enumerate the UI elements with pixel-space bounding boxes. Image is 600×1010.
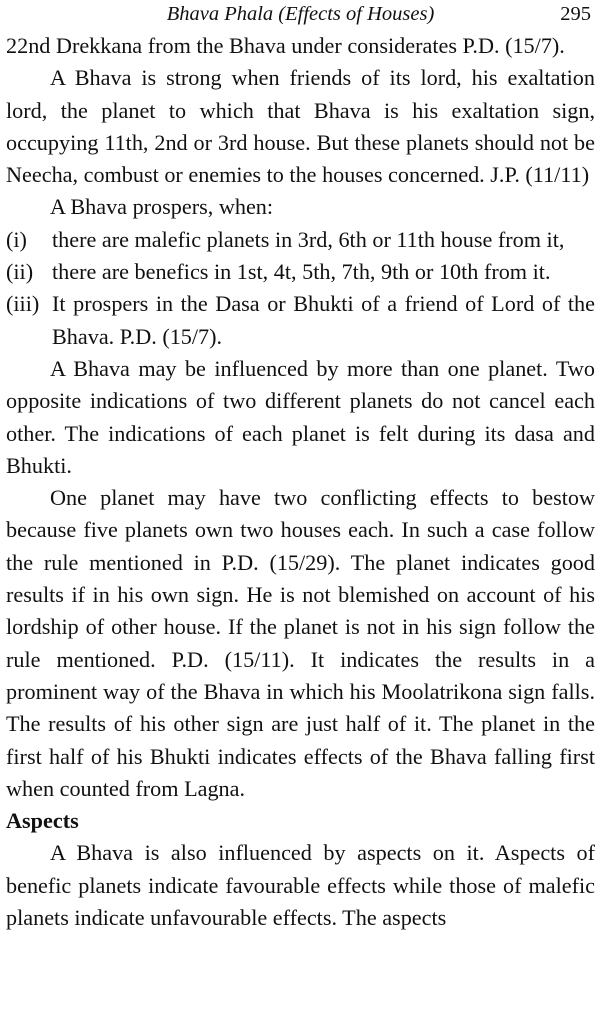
list-item-text: there are malefic planets in 3rd, 6th or 11th house from it, bbox=[52, 226, 565, 252]
section-heading-aspects: Aspects bbox=[6, 808, 79, 834]
list-marker: (i) bbox=[6, 226, 27, 252]
list-marker: (iii) bbox=[6, 291, 40, 317]
page-header bbox=[6, 0, 595, 30]
list-item-ii bbox=[6, 256, 595, 288]
list-marker: (ii) bbox=[6, 259, 34, 285]
paragraph-drekkana: 22nd Drekkana from the Bhava under considerates P.D. (15/7). bbox=[6, 33, 565, 58]
list-item-text: It prospers in the Dasa or Bhukti of a friend of Lord of the Bhava. P.D. (15/7). bbox=[52, 291, 595, 349]
paragraph-bhava-strong: A Bhava is strong when friends of its lord, his exaltation lord, the planet to which that Bhava is his exaltation sign, occupying 11th, 2nd or 3rd house. But these planets should not be Neecha, combust or enemies to the houses concerned. J.P. (11/11) bbox=[6, 65, 595, 188]
list-item-iii bbox=[6, 288, 595, 353]
paragraph-multiple-planets: A Bhava may be influenced by more than one planet. Two opposite indications of two different planets do not cancel each other. The indications of each planet is felt during its dasa and Bhukti. bbox=[6, 355, 595, 478]
paragraph-bhava-prospers: A Bhava prospers, when: bbox=[50, 194, 274, 220]
list-item-i bbox=[6, 224, 595, 256]
page-body bbox=[6, 30, 595, 934]
page-number: 295 bbox=[560, 3, 591, 25]
paragraph-conflicting-effects: One planet may have two conflicting effects to bestow because five planets own two houses each. In such a case follow the rule mentioned in P.D. (15/29). The planet indicates good results if in his own sign. He is not blemished on account of his lordship of other house. If the planet is not in his sign follow the rule mentioned. P.D. (15/11). It indicates the results in a prominent way of the Bhava in which his Moolatrikona sign falls. The results of his other sign are just half of it. The planet in the first half of his Bhukti indicates effects of the Bhava falling first when counted from Lagna. bbox=[6, 485, 595, 801]
running-title: Bhava Phala (Effects of Houses) bbox=[166, 3, 435, 25]
list-item-text: there are benefics in 1st, 4t, 5th, 7th, 9th or 10th from it. bbox=[52, 259, 551, 285]
paragraph-aspects: A Bhava is also influenced by aspects on it. Aspects of benefic planets indicate favourable effects while those of malefic planets indicate unfavourable effects. The aspects bbox=[6, 840, 595, 931]
